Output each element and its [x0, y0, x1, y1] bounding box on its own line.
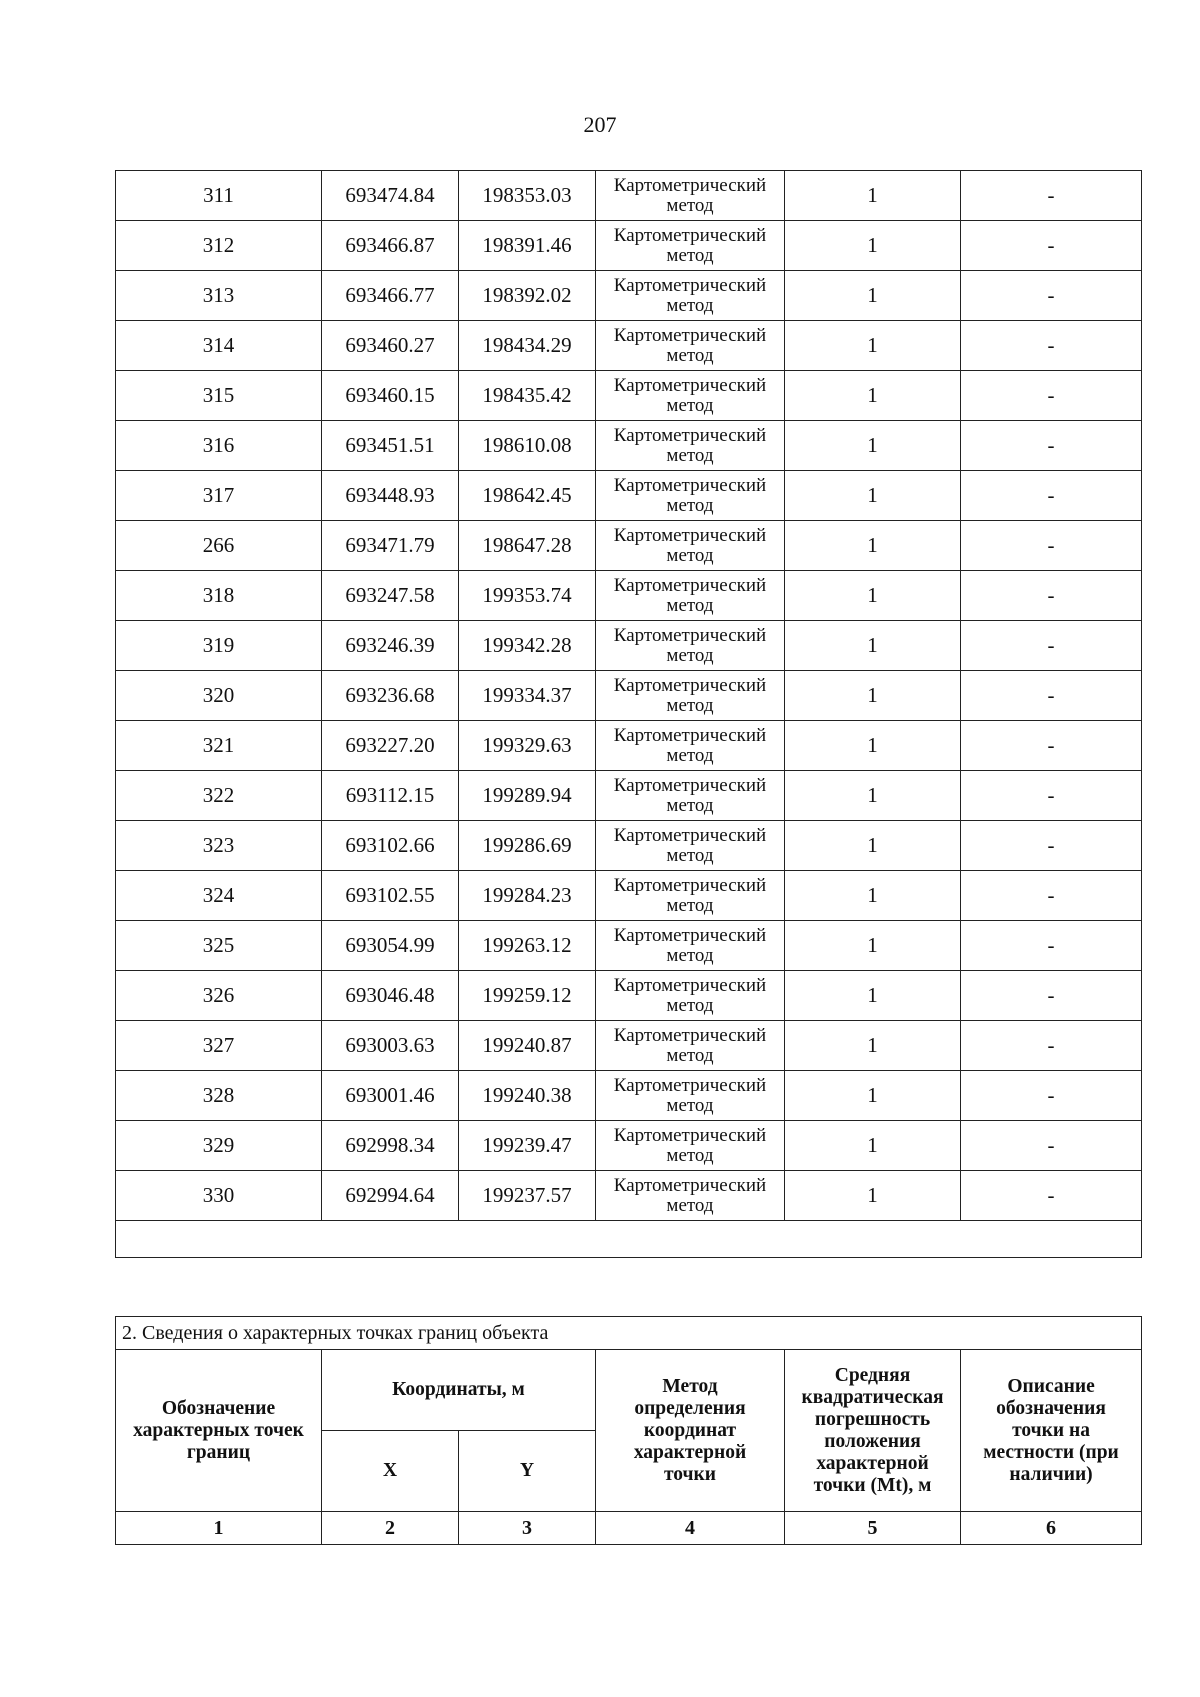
column-number-5: 5 [785, 1512, 961, 1545]
x-cell: 693247.58 [322, 571, 459, 621]
x-cell: 693102.66 [322, 821, 459, 871]
method-cell [596, 821, 785, 871]
y-cell: 198610.08 [459, 421, 596, 471]
table-row [116, 321, 1142, 371]
y-cell: 199239.47 [459, 1121, 596, 1171]
method-line: Картометрический [613, 174, 767, 196]
method-line: метод [666, 894, 714, 916]
y-cell: 198392.02 [459, 271, 596, 321]
point-cell: 323 [116, 821, 322, 871]
header-coordinates: Координаты, м [322, 1350, 596, 1431]
y-cell: 199237.57 [459, 1171, 596, 1221]
x-cell: 693046.48 [322, 971, 459, 1021]
method-line: Картометрический [613, 1124, 767, 1146]
x-cell: 693466.77 [322, 271, 459, 321]
description-cell: - [961, 1021, 1142, 1071]
mt-cell: 1 [785, 721, 961, 771]
y-cell: 199353.74 [459, 571, 596, 621]
mt-cell: 1 [785, 921, 961, 971]
method-cell [596, 621, 785, 671]
table-row [116, 171, 1142, 221]
description-cell: - [961, 521, 1142, 571]
method-line: метод [666, 244, 714, 266]
description-cell: - [961, 1121, 1142, 1171]
mt-cell: 1 [785, 521, 961, 571]
method-line: Картометрический [613, 1074, 767, 1096]
point-cell: 330 [116, 1171, 322, 1221]
header-mean-square-error: Средняя квадратическая погрешность положения характерной точки (Mt), м [785, 1350, 961, 1512]
mt-cell: 1 [785, 271, 961, 321]
page-number: 207 [583, 112, 617, 137]
method-line: Картометрический [613, 1024, 767, 1046]
description-cell: - [961, 871, 1142, 921]
description-cell: - [961, 821, 1142, 871]
description-cell: - [961, 671, 1142, 721]
point-cell: 321 [116, 721, 322, 771]
section2-title: 2. Сведения о характерных точках границ объекта [116, 1317, 1142, 1350]
x-cell: 692994.64 [322, 1171, 459, 1221]
description-cell: - [961, 371, 1142, 421]
table-row [116, 971, 1142, 1021]
method-cell [596, 571, 785, 621]
method-line: Картометрический [613, 974, 767, 996]
method-cell [596, 321, 785, 371]
mt-cell: 1 [785, 321, 961, 371]
method-line: Картометрический [613, 674, 767, 696]
empty-cell [116, 1221, 1142, 1258]
x-cell: 693102.55 [322, 871, 459, 921]
column-number-6: 6 [961, 1512, 1142, 1545]
x-cell: 693451.51 [322, 421, 459, 471]
method-line: метод [666, 844, 714, 866]
y-cell: 198434.29 [459, 321, 596, 371]
method-cell [596, 171, 785, 221]
description-cell: - [961, 971, 1142, 1021]
x-cell: 693474.84 [322, 171, 459, 221]
method-line: метод [666, 744, 714, 766]
method-line: Картометрический [613, 624, 767, 646]
method-cell [596, 871, 785, 921]
table-row [116, 371, 1142, 421]
mt-cell: 1 [785, 421, 961, 471]
x-cell: 693227.20 [322, 721, 459, 771]
mt-cell: 1 [785, 621, 961, 671]
method-line: Картометрический [613, 924, 767, 946]
y-cell: 198642.45 [459, 471, 596, 521]
y-cell: 199286.69 [459, 821, 596, 871]
point-cell: 320 [116, 671, 322, 721]
mt-cell: 1 [785, 771, 961, 821]
method-line: Картометрический [613, 724, 767, 746]
method-cell [596, 771, 785, 821]
method-cell [596, 371, 785, 421]
point-cell: 316 [116, 421, 322, 471]
table-row [116, 821, 1142, 871]
method-cell [596, 921, 785, 971]
x-cell: 693460.27 [322, 321, 459, 371]
table-row [116, 1021, 1142, 1071]
method-line: метод [666, 794, 714, 816]
y-cell: 198391.46 [459, 221, 596, 271]
method-line: Картометрический [613, 224, 767, 246]
description-cell: - [961, 321, 1142, 371]
section2-table [115, 1316, 1142, 1545]
mt-cell: 1 [785, 471, 961, 521]
description-cell: - [961, 921, 1142, 971]
method-line: метод [666, 1144, 714, 1166]
table-row [116, 771, 1142, 821]
point-cell: 313 [116, 271, 322, 321]
mt-cell: 1 [785, 1021, 961, 1071]
point-cell: 325 [116, 921, 322, 971]
method-cell [596, 521, 785, 571]
method-line: метод [666, 444, 714, 466]
table-row [116, 871, 1142, 921]
method-line: метод [666, 294, 714, 316]
point-cell: 326 [116, 971, 322, 1021]
method-line: Картометрический [613, 524, 767, 546]
table-row [116, 1171, 1142, 1221]
method-line: метод [666, 1194, 714, 1216]
description-cell: - [961, 171, 1142, 221]
x-cell: 693001.46 [322, 1071, 459, 1121]
point-cell: 317 [116, 471, 322, 521]
header-method: Метод определения координат характерной точки [596, 1350, 785, 1512]
x-cell: 693246.39 [322, 621, 459, 671]
x-cell: 693471.79 [322, 521, 459, 571]
method-line: метод [666, 994, 714, 1016]
point-cell: 327 [116, 1021, 322, 1071]
y-cell: 199240.87 [459, 1021, 596, 1071]
method-line: Картометрический [613, 824, 767, 846]
point-cell: 329 [116, 1121, 322, 1171]
point-cell: 319 [116, 621, 322, 671]
method-line: метод [666, 494, 714, 516]
table-row [116, 571, 1142, 621]
point-cell: 314 [116, 321, 322, 371]
y-cell: 199289.94 [459, 771, 596, 821]
point-cell: 318 [116, 571, 322, 621]
point-cell: 266 [116, 521, 322, 571]
method-line: метод [666, 194, 714, 216]
method-line: метод [666, 594, 714, 616]
method-line: метод [666, 394, 714, 416]
mt-cell: 1 [785, 571, 961, 621]
table-row [116, 1071, 1142, 1121]
mt-cell: 1 [785, 221, 961, 271]
point-cell: 324 [116, 871, 322, 921]
mt-cell: 1 [785, 971, 961, 1021]
y-cell: 198647.28 [459, 521, 596, 571]
description-cell: - [961, 721, 1142, 771]
description-cell: - [961, 621, 1142, 671]
method-cell [596, 221, 785, 271]
method-cell [596, 971, 785, 1021]
method-cell [596, 271, 785, 321]
method-line: метод [666, 644, 714, 666]
method-line: метод [666, 944, 714, 966]
table-row [116, 521, 1142, 571]
description-cell: - [961, 771, 1142, 821]
point-cell: 322 [116, 771, 322, 821]
y-cell: 198435.42 [459, 371, 596, 421]
method-line: Картометрический [613, 574, 767, 596]
method-cell [596, 1021, 785, 1071]
description-cell: - [961, 271, 1142, 321]
method-line: Картометрический [613, 424, 767, 446]
mt-cell: 1 [785, 1071, 961, 1121]
column-number-1: 1 [116, 1512, 322, 1545]
column-number-2: 2 [322, 1512, 459, 1545]
point-cell: 311 [116, 171, 322, 221]
method-line: метод [666, 1044, 714, 1066]
description-cell: - [961, 421, 1142, 471]
coordinates-table-body [116, 171, 1142, 1258]
method-line: метод [666, 544, 714, 566]
x-cell: 693466.87 [322, 221, 459, 271]
mt-cell: 1 [785, 671, 961, 721]
y-cell: 199329.63 [459, 721, 596, 771]
description-cell: - [961, 571, 1142, 621]
description-cell: - [961, 471, 1142, 521]
method-cell [596, 1071, 785, 1121]
method-line: Картометрический [613, 324, 767, 346]
method-cell [596, 1121, 785, 1171]
coordinates-table [115, 170, 1142, 1258]
table-row [116, 421, 1142, 471]
y-cell: 199334.37 [459, 671, 596, 721]
x-cell: 693460.15 [322, 371, 459, 421]
x-cell: 693003.63 [322, 1021, 459, 1071]
table-row [116, 471, 1142, 521]
method-line: Картометрический [613, 874, 767, 896]
method-cell [596, 471, 785, 521]
table-row [116, 721, 1142, 771]
x-cell: 693112.15 [322, 771, 459, 821]
method-line: метод [666, 1094, 714, 1116]
x-cell: 693448.93 [322, 471, 459, 521]
mt-cell: 1 [785, 1171, 961, 1221]
method-line: метод [666, 694, 714, 716]
mt-cell: 1 [785, 871, 961, 921]
mt-cell: 1 [785, 171, 961, 221]
column-number-3: 3 [459, 1512, 596, 1545]
header-designation: Обозначение характерных точек границ [116, 1350, 322, 1512]
table-row [116, 271, 1142, 321]
method-line: Картометрический [613, 474, 767, 496]
table-row [116, 621, 1142, 671]
y-cell: 199259.12 [459, 971, 596, 1021]
y-cell: 199263.12 [459, 921, 596, 971]
method-line: Картометрический [613, 774, 767, 796]
method-line: Картометрический [613, 1174, 767, 1196]
description-cell: - [961, 1071, 1142, 1121]
header-description: Описание обозначения точки на местности (при наличии) [961, 1350, 1142, 1512]
point-cell: 312 [116, 221, 322, 271]
method-line: Картометрический [613, 274, 767, 296]
method-cell [596, 421, 785, 471]
x-cell: 693054.99 [322, 921, 459, 971]
column-number-4: 4 [596, 1512, 785, 1545]
method-line: Картометрический [613, 374, 767, 396]
method-cell [596, 1171, 785, 1221]
y-cell: 199240.38 [459, 1071, 596, 1121]
x-cell: 692998.34 [322, 1121, 459, 1171]
y-cell: 199342.28 [459, 621, 596, 671]
y-cell: 198353.03 [459, 171, 596, 221]
point-cell: 328 [116, 1071, 322, 1121]
description-cell: - [961, 1171, 1142, 1221]
description-cell: - [961, 221, 1142, 271]
mt-cell: 1 [785, 821, 961, 871]
table-row [116, 921, 1142, 971]
point-cell: 315 [116, 371, 322, 421]
table-row [116, 671, 1142, 721]
header-y: Y [459, 1431, 596, 1512]
table-row [116, 221, 1142, 271]
header-x: X [322, 1431, 459, 1512]
x-cell: 693236.68 [322, 671, 459, 721]
method-line: метод [666, 344, 714, 366]
method-cell [596, 721, 785, 771]
mt-cell: 1 [785, 371, 961, 421]
empty-row [116, 1221, 1142, 1258]
method-cell [596, 671, 785, 721]
table-row [116, 1121, 1142, 1171]
y-cell: 199284.23 [459, 871, 596, 921]
mt-cell: 1 [785, 1121, 961, 1171]
